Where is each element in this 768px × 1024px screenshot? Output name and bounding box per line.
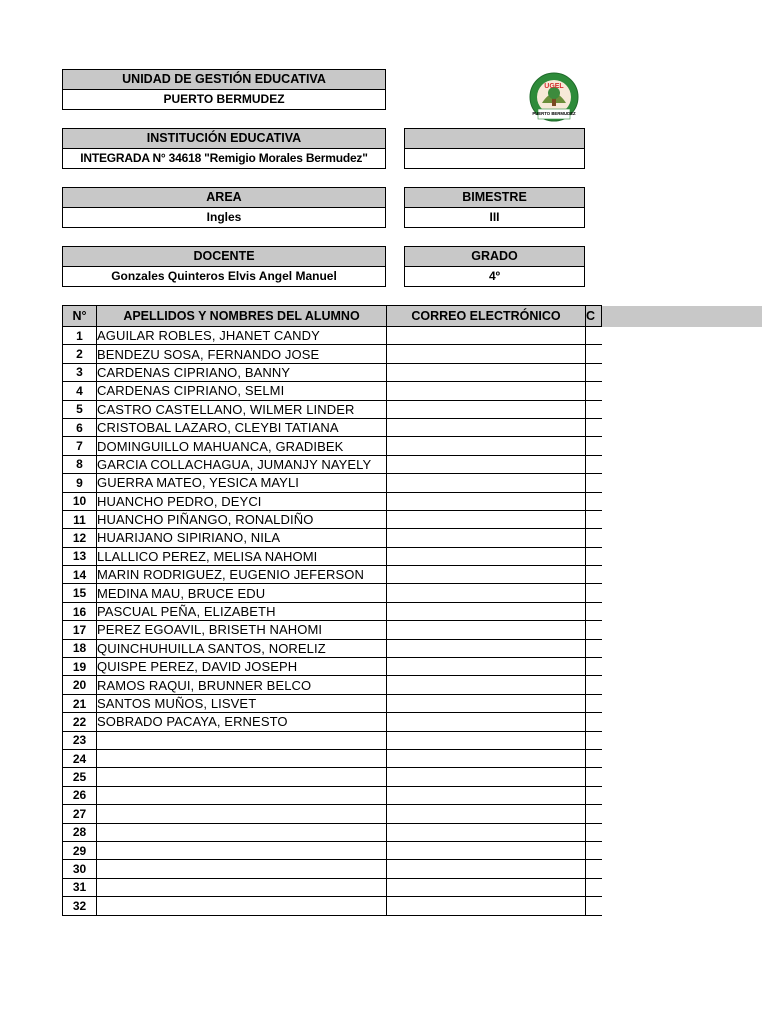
student-name-cell[interactable]: RAMOS RAQUI, BRUNNER BELCO (97, 676, 387, 694)
student-name-cell[interactable]: PASCUAL PEÑA, ELIZABETH (97, 602, 387, 620)
student-name-cell[interactable]: GARCIA COLLACHAGUA, JUMANJY NAYELY (97, 455, 387, 473)
email-cell[interactable] (387, 658, 586, 676)
row-number: 24 (63, 749, 97, 767)
row-number: 4 (63, 382, 97, 400)
table-row (63, 676, 602, 694)
email-cell[interactable] (387, 639, 586, 657)
row-number: 8 (63, 455, 97, 473)
student-name-cell[interactable]: BENDEZU SOSA, FERNANDO JOSE (97, 345, 387, 363)
row-number: 5 (63, 400, 97, 418)
row-number: 18 (63, 639, 97, 657)
table-row (63, 529, 602, 547)
table-row (63, 731, 602, 749)
table-row (63, 749, 602, 767)
extra-cell[interactable] (586, 786, 602, 804)
student-name-cell[interactable]: HUARIJANO SIPIRIANO, NILA (97, 529, 387, 547)
col-header-extra: C (586, 306, 602, 327)
table-row (63, 566, 602, 584)
extra-cell[interactable] (586, 547, 602, 565)
institution-value: INTEGRADA N° 34618 "Remigio Morales Bermudez" (62, 149, 386, 169)
extra-header-strip (600, 306, 762, 327)
email-cell[interactable] (387, 529, 586, 547)
row-number: 29 (63, 841, 97, 859)
email-cell[interactable] (387, 621, 586, 639)
student-name-cell[interactable] (97, 841, 387, 859)
student-name-cell[interactable] (97, 749, 387, 767)
email-cell[interactable] (387, 382, 586, 400)
row-number: 16 (63, 602, 97, 620)
row-number: 17 (63, 621, 97, 639)
student-name-cell[interactable]: SOBRADO PACAYA, ERNESTO (97, 713, 387, 731)
student-name-cell[interactable]: LLALLICO PEREZ, MELISA NAHOMI (97, 547, 387, 565)
email-cell[interactable] (387, 805, 586, 823)
email-cell[interactable] (387, 731, 586, 749)
extra-cell[interactable] (586, 474, 602, 492)
ugel-value: PUERTO BERMUDEZ (62, 90, 386, 110)
table-row (63, 805, 602, 823)
email-cell[interactable] (387, 418, 586, 436)
row-number: 26 (63, 786, 97, 804)
email-cell[interactable] (387, 363, 586, 381)
email-cell[interactable] (387, 841, 586, 859)
grado-header: GRADO (404, 246, 585, 267)
table-row (63, 639, 602, 657)
extra-cell[interactable] (586, 327, 602, 345)
email-cell[interactable] (387, 860, 586, 878)
table-row (63, 602, 602, 620)
table-row (63, 768, 602, 786)
row-number: 10 (63, 492, 97, 510)
student-name-cell[interactable]: CRISTOBAL LAZARO, CLEYBI TATIANA (97, 418, 387, 436)
row-number: 30 (63, 860, 97, 878)
extra-cell[interactable] (586, 510, 602, 528)
email-cell[interactable] (387, 455, 586, 473)
email-cell[interactable] (387, 400, 586, 418)
extra-cell[interactable] (586, 584, 602, 602)
table-row (63, 621, 602, 639)
email-cell[interactable] (387, 676, 586, 694)
email-cell[interactable] (387, 327, 586, 345)
area-header: AREA (62, 187, 386, 208)
email-cell[interactable] (387, 566, 586, 584)
student-name-cell[interactable]: QUISPE PEREZ, DAVID JOSEPH (97, 658, 387, 676)
student-name-cell[interactable]: AGUILAR ROBLES, JHANET CANDY (97, 327, 387, 345)
table-row (63, 841, 602, 859)
ugel-logo-icon (526, 70, 582, 126)
table-row (63, 584, 602, 602)
student-name-cell[interactable]: GUERRA MATEO, YESICA MAYLI (97, 474, 387, 492)
grado-value: 4º (404, 267, 585, 287)
row-number: 19 (63, 658, 97, 676)
student-name-cell[interactable]: DOMINGUILLO MAHUANCA, GRADIBEK (97, 437, 387, 455)
extra-cell[interactable] (586, 878, 602, 896)
student-name-cell[interactable] (97, 823, 387, 841)
student-name-cell[interactable]: SANTOS MUÑOS, LISVET (97, 694, 387, 712)
table-row (63, 492, 602, 510)
table-row (63, 345, 602, 363)
table-row (63, 658, 602, 676)
extra-cell[interactable] (586, 713, 602, 731)
email-cell[interactable] (387, 492, 586, 510)
extra-cell[interactable] (586, 860, 602, 878)
col-header-name: APELLIDOS Y NOMBRES DEL ALUMNO (97, 306, 387, 327)
table-row (63, 510, 602, 528)
row-number: 22 (63, 713, 97, 731)
email-cell[interactable] (387, 878, 586, 896)
row-number: 6 (63, 418, 97, 436)
extra-cell[interactable] (586, 529, 602, 547)
email-cell[interactable] (387, 786, 586, 804)
extra-cell[interactable] (586, 363, 602, 381)
extra-cell[interactable] (586, 749, 602, 767)
table-row (63, 474, 602, 492)
table-row (63, 897, 602, 915)
email-cell[interactable] (387, 713, 586, 731)
student-name-cell[interactable]: MARIN RODRIGUEZ, EUGENIO JEFERSON (97, 566, 387, 584)
table-row (63, 878, 602, 896)
student-name-cell[interactable] (97, 768, 387, 786)
student-name-cell[interactable] (97, 897, 387, 915)
row-number: 11 (63, 510, 97, 528)
extra-cell[interactable] (586, 400, 602, 418)
extra-cell[interactable] (586, 823, 602, 841)
table-row (63, 694, 602, 712)
extra-cell[interactable] (586, 897, 602, 915)
col-header-email: CORREO ELECTRÓNICO (387, 306, 586, 327)
table-row (63, 327, 602, 345)
extra-cell[interactable] (586, 418, 602, 436)
extra-cell[interactable] (586, 658, 602, 676)
row-number: 25 (63, 768, 97, 786)
student-name-cell[interactable] (97, 731, 387, 749)
student-name-cell[interactable]: MEDINA MAU, BRUCE EDU (97, 584, 387, 602)
extra-cell[interactable] (586, 345, 602, 363)
row-number: 23 (63, 731, 97, 749)
row-number: 32 (63, 897, 97, 915)
email-cell[interactable] (387, 768, 586, 786)
student-name-cell[interactable]: CASTRO CASTELLANO, WILMER LINDER (97, 400, 387, 418)
extra-cell[interactable] (586, 639, 602, 657)
email-cell[interactable] (387, 547, 586, 565)
email-cell[interactable] (387, 474, 586, 492)
extra-cell[interactable] (586, 492, 602, 510)
table-row (63, 860, 602, 878)
area-value: Ingles (62, 208, 386, 228)
student-name-cell[interactable]: PEREZ EGOAVIL, BRISETH NAHOMI (97, 621, 387, 639)
student-roster-table (62, 305, 602, 916)
institution-header: INSTITUCIÓN EDUCATIVA (62, 128, 386, 149)
email-cell[interactable] (387, 510, 586, 528)
row-number: 12 (63, 529, 97, 547)
extra-cell[interactable] (586, 805, 602, 823)
row-number: 15 (63, 584, 97, 602)
extra-cell[interactable] (586, 768, 602, 786)
table-row (63, 823, 602, 841)
student-name-cell[interactable]: CARDENAS CIPRIANO, BANNY (97, 363, 387, 381)
institution-side-header (404, 128, 585, 149)
email-cell[interactable] (387, 602, 586, 620)
table-header-row (63, 306, 602, 327)
row-number: 31 (63, 878, 97, 896)
table-row (63, 786, 602, 804)
extra-cell[interactable] (586, 731, 602, 749)
docente-header: DOCENTE (62, 246, 386, 267)
email-cell[interactable] (387, 437, 586, 455)
email-cell[interactable] (387, 897, 586, 915)
extra-cell[interactable] (586, 694, 602, 712)
extra-cell[interactable] (586, 566, 602, 584)
row-number: 28 (63, 823, 97, 841)
table-row (63, 437, 602, 455)
logo-place: PUERTO BERMUDEZ (532, 111, 576, 116)
row-number: 2 (63, 345, 97, 363)
extra-cell[interactable] (586, 455, 602, 473)
ugel-header: UNIDAD DE GESTIÓN EDUCATIVA (62, 69, 386, 90)
table-row (63, 713, 602, 731)
student-name-cell[interactable]: HUANCHO PEDRO, DEYCI (97, 492, 387, 510)
table-row (63, 382, 602, 400)
table-row (63, 400, 602, 418)
student-name-cell[interactable] (97, 786, 387, 804)
logo-brand: UGEL (544, 83, 564, 90)
table-row (63, 547, 602, 565)
bimestre-header: BIMESTRE (404, 187, 585, 208)
student-name-cell[interactable]: QUINCHUHUILLA SANTOS, NORELIZ (97, 639, 387, 657)
col-header-num: N° (63, 306, 97, 327)
row-number: 1 (63, 327, 97, 345)
bimestre-value: III (404, 208, 585, 228)
row-number: 3 (63, 363, 97, 381)
table-row (63, 418, 602, 436)
extra-cell[interactable] (586, 676, 602, 694)
docente-value: Gonzales Quinteros Elvis Angel Manuel (62, 267, 386, 287)
table-row (63, 363, 602, 381)
email-cell[interactable] (387, 694, 586, 712)
row-number: 7 (63, 437, 97, 455)
student-name-cell[interactable]: HUANCHO PIÑANGO, RONALDIÑO (97, 510, 387, 528)
extra-cell[interactable] (586, 382, 602, 400)
extra-cell[interactable] (586, 621, 602, 639)
row-number: 9 (63, 474, 97, 492)
extra-cell[interactable] (586, 602, 602, 620)
student-name-cell[interactable] (97, 878, 387, 896)
email-cell[interactable] (387, 345, 586, 363)
email-cell[interactable] (387, 584, 586, 602)
extra-cell[interactable] (586, 841, 602, 859)
institution-side-value (404, 149, 585, 169)
student-name-cell[interactable]: CARDENAS CIPRIANO, SELMI (97, 382, 387, 400)
email-cell[interactable] (387, 749, 586, 767)
row-number: 21 (63, 694, 97, 712)
row-number: 13 (63, 547, 97, 565)
student-name-cell[interactable] (97, 805, 387, 823)
email-cell[interactable] (387, 823, 586, 841)
row-number: 20 (63, 676, 97, 694)
row-number: 27 (63, 805, 97, 823)
extra-cell[interactable] (586, 437, 602, 455)
row-number: 14 (63, 566, 97, 584)
student-name-cell[interactable] (97, 860, 387, 878)
table-row (63, 455, 602, 473)
